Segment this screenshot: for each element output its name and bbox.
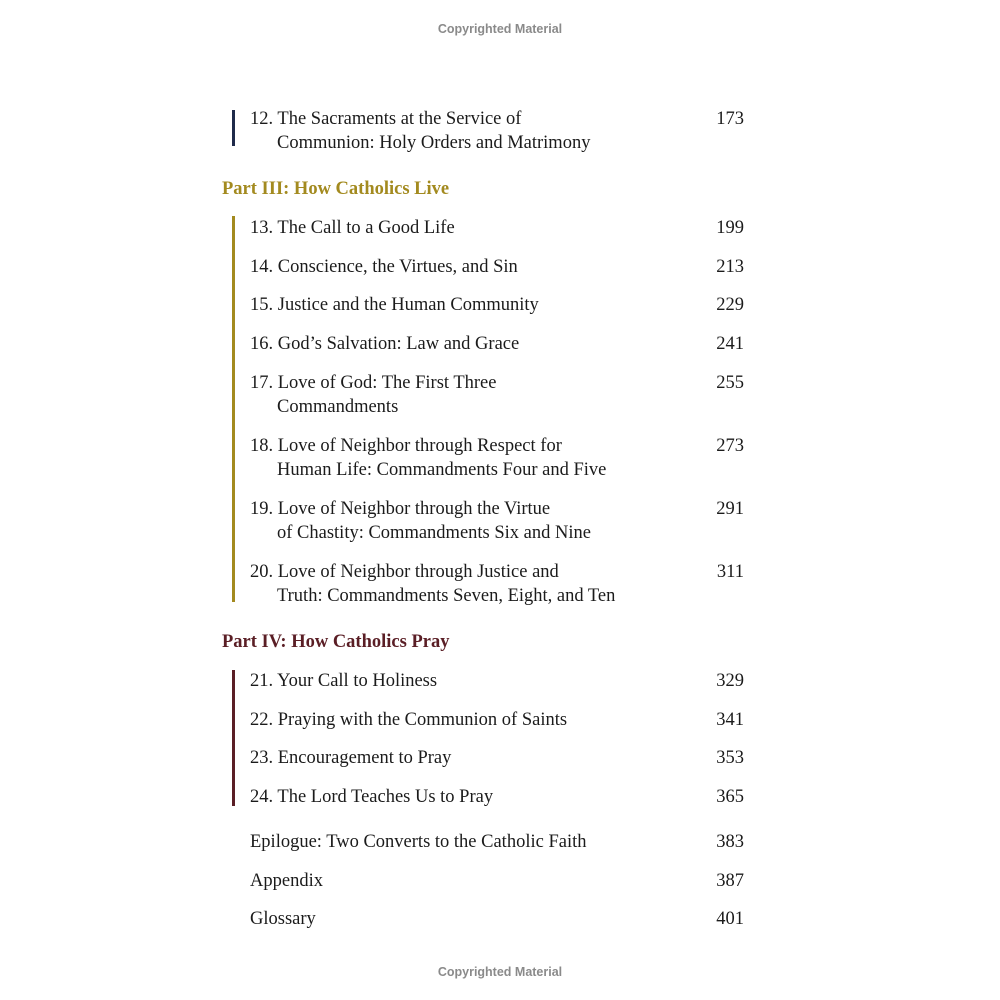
toc-page-number: 241 <box>716 334 744 354</box>
toc-entry-glossary[interactable] <box>250 907 744 931</box>
part-heading-part-iii: Part III: How Catholics Live <box>222 179 450 199</box>
toc-entry-20[interactable] <box>250 560 744 608</box>
toc-entry-23[interactable] <box>250 746 744 770</box>
toc-page-number: 273 <box>716 436 744 456</box>
toc-page-number: 213 <box>716 257 744 277</box>
toc-entry-title-line: 20. Love of Neighbor through Justice and <box>250 562 559 582</box>
toc-entry-title-line: 18. Love of Neighbor through Respect for <box>250 436 562 456</box>
toc-entry-title-line: 14. Conscience, the Virtues, and Sin <box>250 257 518 277</box>
copyright-watermark-bottom: Copyrighted Material <box>437 965 563 979</box>
toc-page-number: 199 <box>716 218 744 238</box>
toc-entry-22[interactable] <box>250 708 744 732</box>
toc-entry-title-line: 13. The Call to a Good Life <box>250 218 455 238</box>
toc-page-number: 383 <box>716 832 744 852</box>
toc-entry-title-line: Commandments <box>277 397 399 417</box>
toc-entry-13[interactable] <box>250 216 744 240</box>
toc-page-number: 229 <box>716 295 744 315</box>
toc-entry-24[interactable] <box>250 785 744 809</box>
toc-entry-title-line: 15. Justice and the Human Community <box>250 295 539 315</box>
toc-entry-appendix[interactable] <box>250 869 744 893</box>
toc-page-number: 401 <box>716 909 744 929</box>
toc-page-number: 387 <box>716 871 744 891</box>
toc-entry-title-line: 17. Love of God: The First Three <box>250 373 497 393</box>
toc-entry-title-line: of Chastity: Commandments Six and Nine <box>277 523 591 543</box>
toc-entry-14[interactable] <box>250 255 744 279</box>
toc-page-number: 173 <box>716 109 744 129</box>
toc-page-number: 311 <box>716 562 744 582</box>
toc-entry-title-line: 16. God’s Salvation: Law and Grace <box>250 334 520 354</box>
toc-entry-16[interactable] <box>250 332 744 356</box>
toc-page-number: 365 <box>716 787 744 807</box>
toc-page-number: 329 <box>716 671 744 691</box>
toc-entry-title-line: 12. The Sacraments at the Service of <box>250 109 522 129</box>
toc-page-number: 341 <box>716 710 744 730</box>
toc-entry-title-line: Communion: Holy Orders and Matrimony <box>277 133 591 153</box>
toc-entry-title-line: 23. Encouragement to Pray <box>250 748 452 768</box>
part2-accent-bar <box>232 110 235 146</box>
toc-entry-epilogue[interactable] <box>250 830 744 854</box>
toc-entry-title-line: Glossary <box>250 909 316 929</box>
toc-entry-21[interactable] <box>250 669 744 693</box>
toc-entry-title-line: Human Life: Commandments Four and Five <box>277 460 607 480</box>
toc-entry-title-line: 24. The Lord Teaches Us to Pray <box>250 787 494 807</box>
toc-entry-19[interactable] <box>250 497 744 545</box>
toc-entry-title-line: 22. Praying with the Communion of Saints <box>250 710 568 730</box>
toc-entry-title-line: 19. Love of Neighbor through the Virtue <box>250 499 551 519</box>
toc-page-number: 291 <box>716 499 744 519</box>
part-heading-part-iv: Part IV: How Catholics Pray <box>222 632 450 652</box>
part3-accent-bar <box>232 216 235 602</box>
toc-page-number: 353 <box>716 748 744 768</box>
toc-entry-17[interactable] <box>250 371 744 419</box>
toc-entry-title-line: Appendix <box>250 871 323 891</box>
copyright-watermark-top: Copyrighted Material <box>437 22 563 36</box>
toc-entry-title-line: Epilogue: Two Converts to the Catholic Faith <box>250 832 587 852</box>
toc-entry-title-line: 21. Your Call to Holiness <box>250 671 438 691</box>
toc-entry-title-line: Truth: Commandments Seven, Eight, and Ten <box>277 586 616 606</box>
toc-page-number: 255 <box>716 373 744 393</box>
part4-accent-bar <box>232 670 235 806</box>
toc-entry-12[interactable] <box>250 107 744 155</box>
toc-entry-15[interactable] <box>250 293 744 317</box>
toc-entry-18[interactable] <box>250 434 744 482</box>
